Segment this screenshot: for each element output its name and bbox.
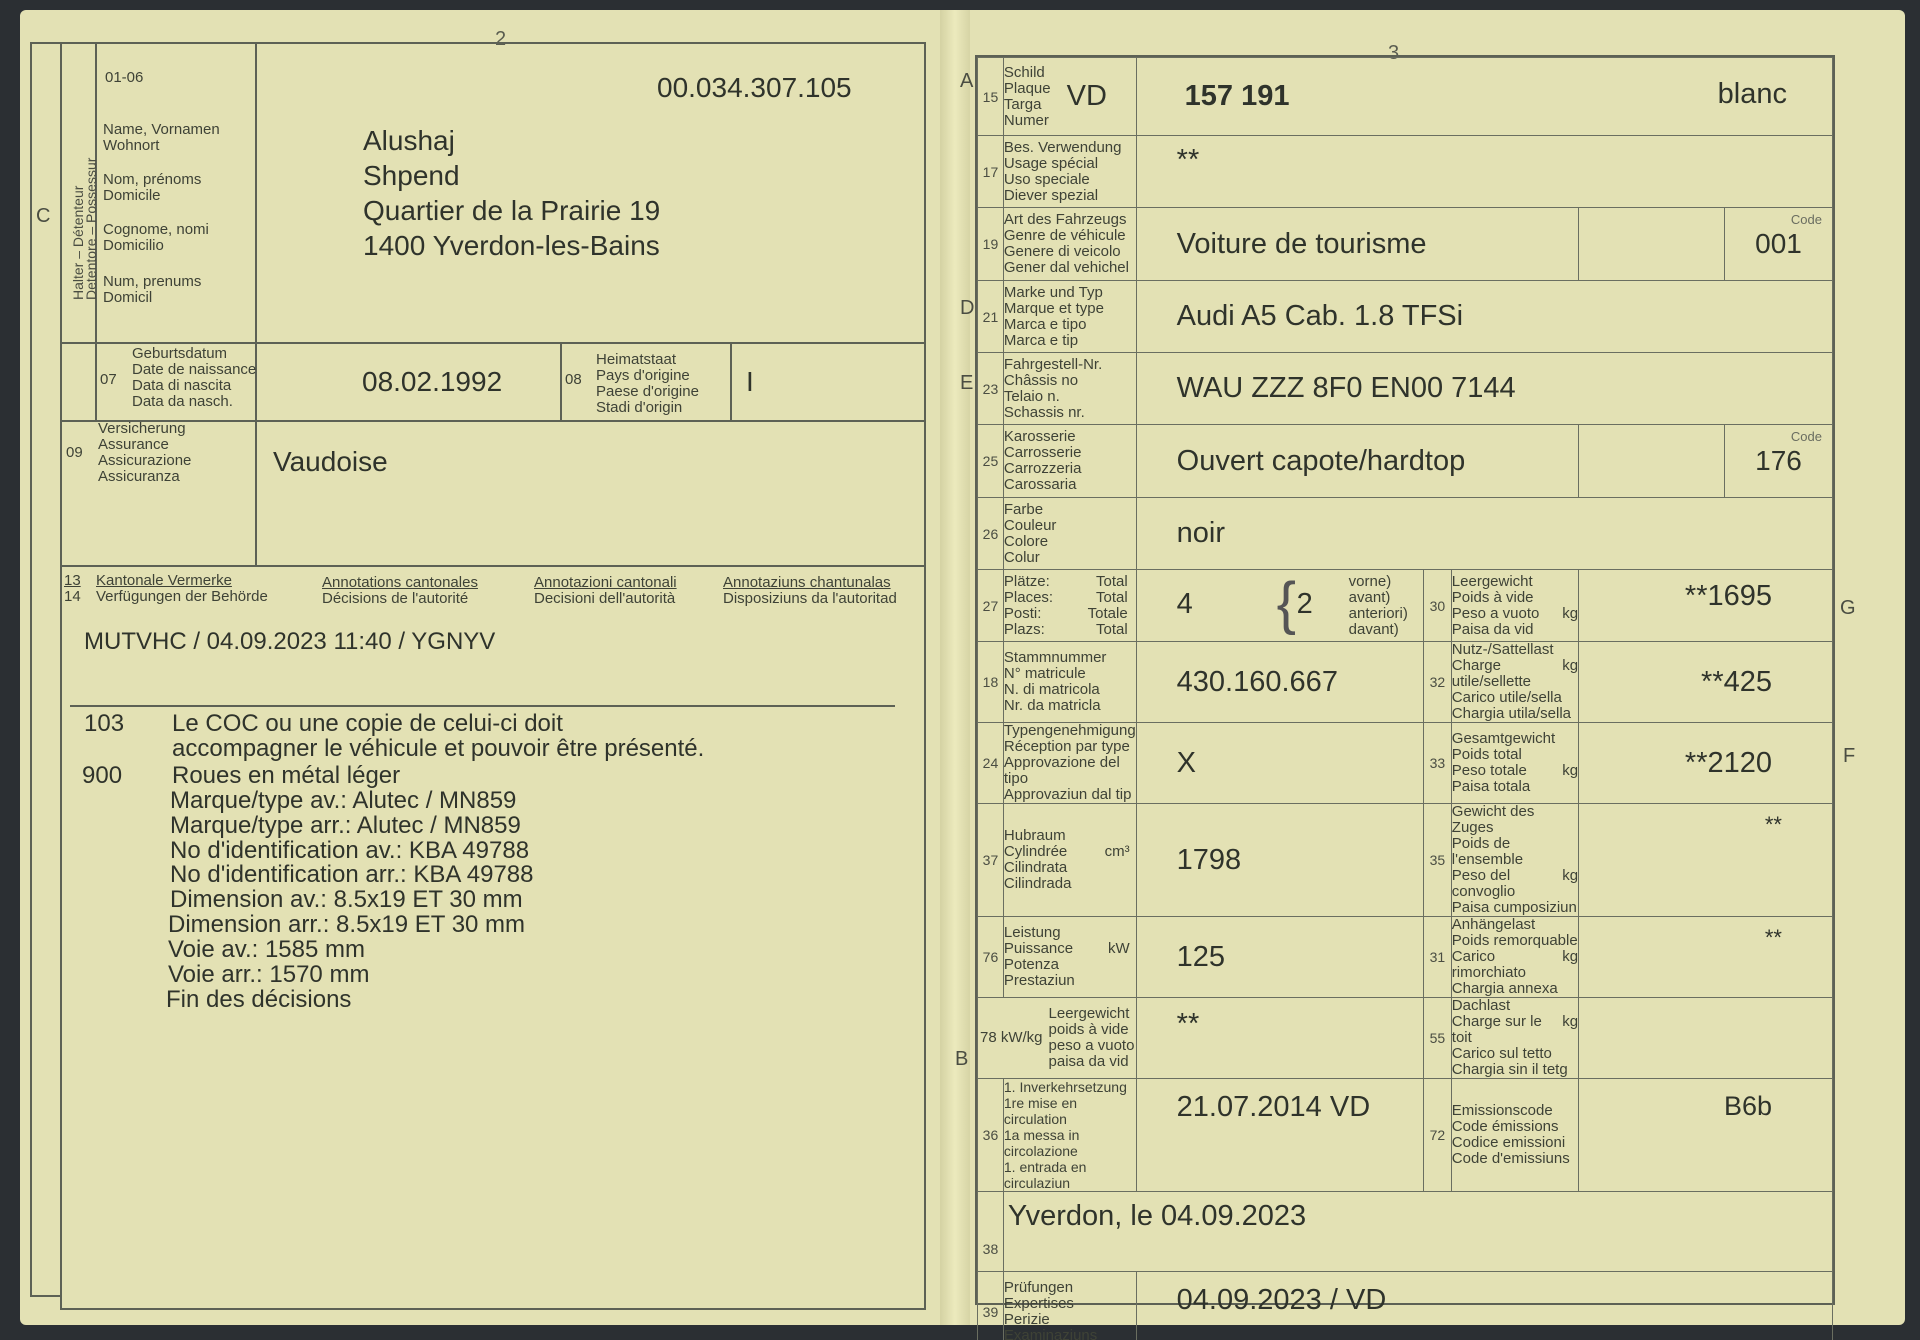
side-letter-b: B — [955, 1048, 969, 1070]
first-reg-labels: 1. Inverkehrsetzung 1re mise en circulation 1a messa in circolazione 1. entrada en circulaziun — [1003, 1079, 1136, 1192]
vertical-label-holder-2: Detentore – Possessur — [83, 157, 99, 300]
holder-code-range: 01-06 — [105, 69, 144, 86]
note-code-900: 900 — [82, 762, 123, 789]
vehicle-type-code-label: Code — [1790, 212, 1822, 227]
trailer-load-num: 31 — [1423, 917, 1451, 998]
row-inspections — [978, 1272, 1833, 1340]
holder-labels-it: Cognome, nomi Domicilio — [103, 221, 209, 254]
type-approval-num: 24 — [978, 723, 1004, 804]
seats-brace-icon: { — [1276, 571, 1297, 636]
row-vehicle-type — [978, 208, 1833, 281]
annotations-rm: Annotaziuns chantunalas Disposiziuns da l'autoritad — [723, 574, 897, 607]
plate-values — [1066, 58, 1832, 136]
make-value: Audi A5 Cab. 1.8 TFSi — [1136, 281, 1832, 353]
page-number-right: 3 — [1388, 42, 1400, 64]
birth-num: 07 — [100, 371, 117, 388]
displacement-num: 37 — [978, 804, 1004, 917]
row-type-approval — [978, 723, 1833, 804]
make-num: 21 — [978, 281, 1004, 353]
note-900-line: Voie arr.: 1570 mm — [168, 961, 370, 988]
annotations-de: Kantonale Vermerke Verfügungen der Behörde — [96, 572, 268, 605]
body-code-label: Code — [1790, 429, 1822, 444]
holder-last-name: Alushaj — [363, 125, 455, 156]
birth-labels: Geburtsdatum Date de naissance Data di nascita Data da nasch. — [132, 345, 257, 410]
plate-canton: VD — [1066, 80, 1107, 112]
vehicle-type-code-cell — [1579, 208, 1833, 281]
row-make — [978, 281, 1833, 353]
empty-weight-num: 30 — [1423, 570, 1451, 642]
note-code-103: 103 — [84, 710, 125, 737]
vehicle-type-code: 001 — [1755, 228, 1802, 259]
total-weight-num: 33 — [1423, 723, 1451, 804]
holder-labels-rm: Num, prenums Domicil — [103, 273, 202, 306]
power-ratio-num: 78 kW/kg — [980, 1029, 1043, 1046]
special-use-num: 17 — [978, 136, 1004, 208]
side-letter-c: C — [36, 205, 51, 227]
insurance-labels: Versicherung Assurance Assicurazione Assicuranza — [98, 420, 192, 485]
place-date-value: Yverdon, le 04.09.2023 — [1003, 1192, 1832, 1272]
origin-left-line — [560, 342, 562, 420]
special-use-labels: Bes. Verwendung Usage spécial Uso speciale Diever spezial — [1003, 136, 1136, 208]
holder-labels-fr: Nom, prénoms Domicile — [103, 171, 202, 204]
note-900-line: Marque/type arr.: Alutec / MN859 — [170, 812, 521, 839]
trailer-load-labels: Anhängelast Poids remorquable Carico rimorchiato kg Chargia annexa — [1451, 916, 1579, 997]
trailer-load-value: ** — [1579, 917, 1833, 998]
train-weight-value: ** — [1579, 804, 1833, 917]
holder-label-line — [255, 42, 257, 342]
notes-separator — [70, 705, 895, 707]
type-approval-labels: Typengenehmigung Réception par type Approvazione del tipo Approvaziun dal tip — [1003, 722, 1136, 803]
roof-load-num: 55 — [1423, 998, 1451, 1079]
left-margin-frame — [30, 42, 62, 1297]
power-ratio-labels: 78 kW/kg Leergewicht poids à vide peso a vuoto paisa da vid — [978, 998, 1137, 1079]
side-letter-f: F — [1843, 745, 1856, 767]
total-weight-labels: Gesamtgewicht Poids total Peso totale kg Paisa totala — [1451, 723, 1578, 804]
body-code: 176 — [1755, 445, 1802, 476]
inspections-value: 04.09.2023 / VD — [1136, 1272, 1832, 1340]
seats-labels: Plätze: Total Places: Total Posti: Totale Plazs: Total — [1003, 570, 1136, 642]
note-900-line: Dimension av.: 8.5x19 ET 30 mm — [170, 886, 523, 913]
row-seats — [978, 570, 1833, 642]
origin-right-line — [730, 342, 732, 420]
note-103-line-2: accompagner le véhicule et pouvoir être présenté. — [172, 735, 705, 762]
row-special-use — [978, 136, 1833, 208]
row-colour — [978, 498, 1833, 570]
insurance-num: 09 — [66, 444, 83, 461]
matricule-labels: Stammnummer N° matricule N. di matricola Nr. da matricla — [1003, 642, 1136, 723]
document-fold — [940, 10, 970, 1325]
chassis-labels: Fahrgestell-Nr. Châssis no Telaio n. Schassis nr. — [1003, 353, 1136, 425]
body-labels: Karosserie Carrosserie Carrozzeria Carossaria — [1003, 425, 1136, 498]
row-place-date — [978, 1192, 1833, 1272]
colour-num: 26 — [978, 498, 1004, 570]
displacement-value: 1798 — [1136, 804, 1423, 917]
annotations-it: Annotazioni cantonali Decisioni dell'autorità — [534, 574, 677, 607]
row-power-ratio — [978, 998, 1833, 1079]
seats-value: 4 — [1176, 588, 1193, 620]
plate-labels: Schild Plaque Targa Numer — [1003, 58, 1136, 136]
inspections-labels: Prüfungen Expertises Perizie Examinaziuns — [1003, 1272, 1136, 1340]
side-letter-a: A — [960, 70, 974, 92]
first-reg-num: 36 — [978, 1079, 1004, 1192]
note-900-line: Voie av.: 1585 mm — [168, 936, 365, 963]
side-letter-g: G — [1840, 597, 1856, 619]
side-letter-e: E — [960, 372, 974, 394]
side-letter-d: D — [960, 297, 975, 319]
mutation-line: MUTVHC / 04.09.2023 11:40 / YGNYV — [84, 628, 496, 655]
matricule-value: 430.160.667 — [1136, 642, 1423, 723]
note-900-line: Dimension arr.: 8.5x19 ET 30 mm — [168, 911, 526, 938]
matricule-num: 18 — [978, 642, 1004, 723]
chassis-num: 23 — [978, 353, 1004, 425]
birth-date: 08.02.1992 — [362, 366, 503, 397]
row-plate — [978, 58, 1833, 136]
seats-front-labels: vorne) avant) anteriori) davant) — [1348, 573, 1408, 638]
body-code-cell — [1579, 425, 1833, 498]
inspections-num: 39 — [978, 1272, 1004, 1340]
seats-value-cell — [1136, 570, 1423, 642]
colour-value: noir — [1136, 498, 1832, 570]
plate-num: 15 — [978, 58, 1004, 136]
plate-color: blanc — [1717, 78, 1787, 110]
payload-labels: Nutz-/Sattellast Charge utile/sellette kg Carico utile/sella Chargia utila/sella — [1451, 641, 1579, 722]
total-weight-value: **2120 — [1579, 723, 1833, 804]
power-value: 125 — [1136, 917, 1423, 998]
vehicle-type-value: Voiture de tourisme — [1136, 208, 1578, 281]
power-ratio-value: ** — [1136, 998, 1423, 1079]
note-900-line: Fin des décisions — [166, 986, 352, 1013]
body-num: 25 — [978, 425, 1004, 498]
insurance-bottom-line — [60, 565, 926, 567]
note-900-line: Marque/type av.: Alutec / MN859 — [170, 787, 517, 814]
emission-num: 72 — [1423, 1079, 1451, 1192]
make-labels: Marke und Typ Marque et type Marca e tipo Marca e tip — [1003, 281, 1136, 353]
note-103-line-1: Le COC ou une copie de celui-ci doit — [172, 710, 563, 737]
holder-first-name: Shpend — [363, 160, 460, 191]
row-matricule — [978, 642, 1833, 723]
displacement-labels: Hubraum Cylindrée cm³ Cilindrata Cilindrada — [1003, 804, 1136, 917]
row-body — [978, 425, 1833, 498]
colour-labels: Farbe Couleur Colore Colur — [1003, 498, 1136, 570]
row-displacement — [978, 804, 1833, 917]
insurance-label-line — [255, 420, 257, 565]
row-chassis — [978, 353, 1833, 425]
page-number-left: 2 — [495, 28, 507, 50]
chassis-value: WAU ZZZ 8F0 EN00 7144 — [1136, 353, 1832, 425]
roof-load-value — [1579, 998, 1833, 1079]
holder-labels-de: Name, Vornamen Wohnort — [103, 121, 220, 154]
vehicle-type-num: 19 — [978, 208, 1004, 281]
insurance-value: Vaudoise — [273, 446, 388, 477]
payload-value: **425 — [1579, 642, 1833, 723]
plate-number: 157 191 — [1184, 80, 1290, 112]
empty-weight-value: **1695 — [1579, 570, 1833, 642]
seats-front-value: 2 — [1296, 588, 1313, 620]
vehicle-type-labels: Art des Fahrzeugs Genre de véhicule Genere di veicolo Gener dal vehichel — [1003, 208, 1136, 281]
note-900-line: No d'identification arr.: KBA 49788 — [170, 861, 534, 888]
power-num: 76 — [978, 917, 1004, 998]
origin-labels: Heimatstaat Pays d'origine Paese d'origine Stadi d'origin — [596, 351, 699, 416]
note-900-line: No d'identification av.: KBA 49788 — [170, 837, 530, 864]
holder-street: Quartier de la Prairie 19 — [363, 195, 661, 226]
vertical-label-holder: Halter – Détenteur — [70, 185, 86, 300]
body-value: Ouvert capote/hardtop — [1136, 425, 1578, 498]
emission-value: B6b — [1579, 1079, 1833, 1192]
annotations-fr: Annotations cantonales Décisions de l'autorité — [322, 574, 478, 607]
emission-labels: Emissionscode Code émissions Codice emissioni Code d'emissiuns — [1451, 1079, 1578, 1192]
train-weight-labels: Gewicht des Zuges Poids de l'ensemble Peso del convoglio kg Paisa cumposiziun — [1451, 803, 1579, 916]
annotations-nums: 13 14 — [64, 572, 81, 605]
special-use-value: ** — [1136, 136, 1832, 208]
origin-num: 08 — [565, 371, 582, 388]
holder-number: 00.034.307.105 — [657, 72, 852, 103]
seats-num: 27 — [978, 570, 1004, 642]
note-900-line: Roues en métal léger — [172, 762, 401, 789]
row-first-registration — [978, 1079, 1833, 1192]
roof-load-labels: Dachlast Charge sur le toit kg Carico sul tetto Chargia sin il tetg — [1451, 997, 1579, 1078]
power-labels: Leistung Puissance kW Potenza Prestaziun — [1003, 917, 1136, 998]
place-date-num: 38 — [978, 1192, 1004, 1272]
train-weight-num: 35 — [1423, 804, 1451, 917]
row-power — [978, 917, 1833, 998]
holder-city: 1400 Yverdon-les-Bains — [363, 230, 660, 261]
vehicle-table — [977, 57, 1833, 1340]
empty-weight-labels: Leergewicht Poids à vide Peso a vuoto kg Paisa da vid — [1451, 570, 1578, 642]
holder-bottom-line — [60, 342, 926, 344]
first-reg-value: 21.07.2014 VD — [1136, 1079, 1423, 1192]
payload-num: 32 — [1423, 642, 1451, 723]
origin-value: I — [746, 366, 754, 397]
type-approval-value: X — [1136, 723, 1423, 804]
